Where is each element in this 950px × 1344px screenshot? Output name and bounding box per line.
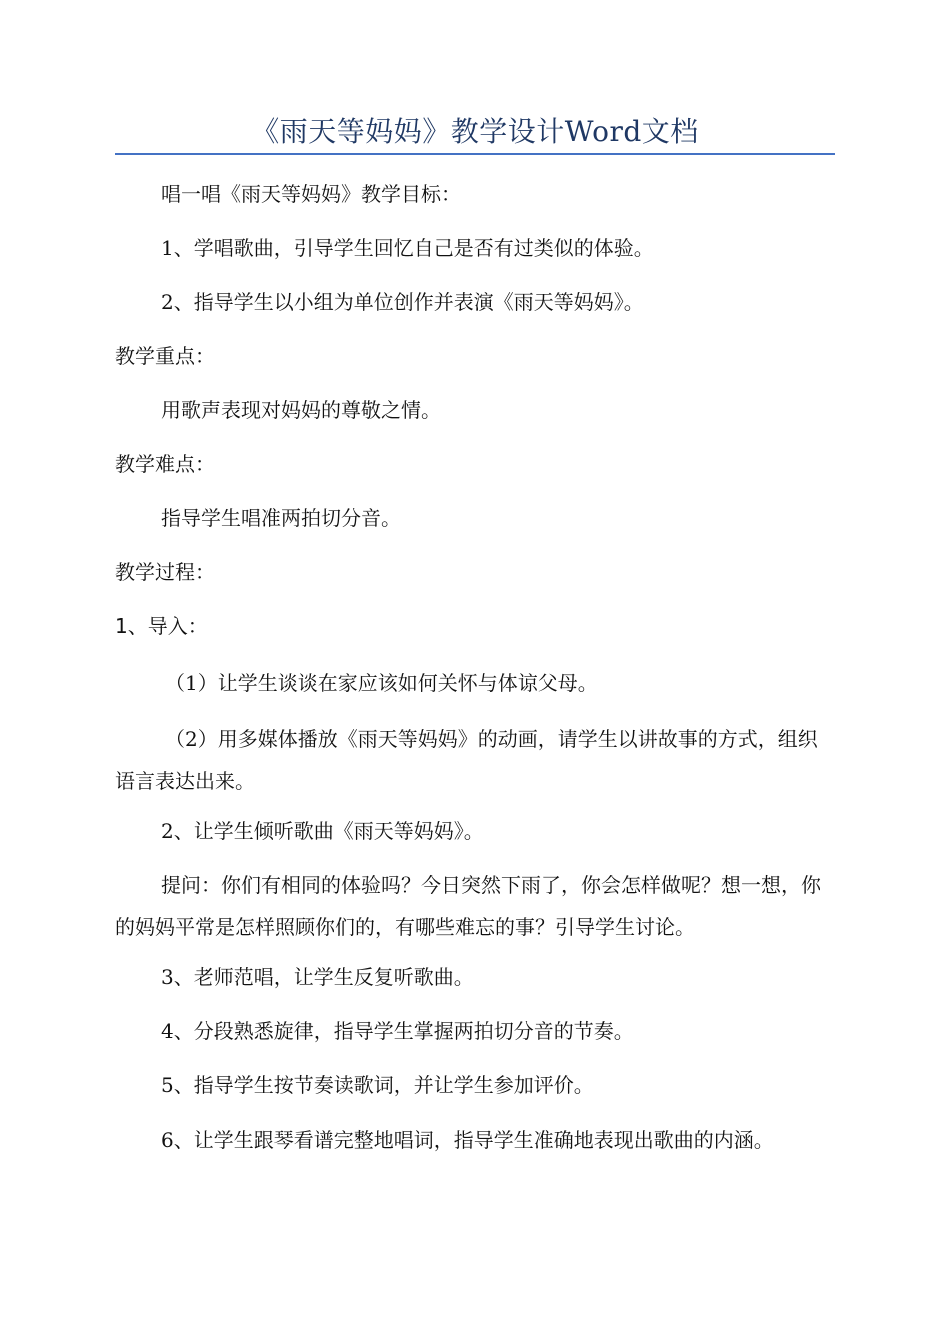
paragraph-step-1-intro: 1、导入：	[115, 614, 208, 638]
title-underline	[115, 153, 835, 155]
paragraph-step-5: 5、指导学生按节奏读歌词，并让学生参加评价。	[161, 1073, 594, 1097]
paragraph-question-text: 提问：你们有相同的体验吗？今日突然下雨了，你会怎样做呢？想一想，你的妈妈平常是怎样照顾你们的，有哪些难忘的事？引导学生讨论。	[115, 873, 821, 939]
paragraph-difficulty-heading: 教学难点：	[115, 452, 215, 476]
document-title: 《雨天等妈妈》教学设计Word文档	[251, 115, 699, 148]
paragraph-key-point-heading: 教学重点：	[115, 344, 215, 368]
paragraph-step-6	[115, 1119, 835, 1161]
paragraph-objectives-heading: 唱一唱《雨天等妈妈》教学目标：	[161, 182, 461, 206]
paragraph-step-6-text: 6、让学生跟琴看谱完整地唱词，指导学生准确地表现出歌曲的内涵。	[161, 1128, 774, 1152]
paragraph-objective-2: 2、指导学生以小组为单位创作并表演《雨天等妈妈》。	[161, 290, 644, 314]
paragraph-step-1-b	[115, 718, 835, 802]
paragraph-difficulty: 指导学生唱准两拍切分音。	[161, 506, 401, 530]
paragraph-step-3: 3、老师范唱，让学生反复听歌曲。	[161, 965, 474, 989]
paragraph-step-2: 2、让学生倾听歌曲《雨天等妈妈》。	[161, 819, 484, 843]
paragraph-step-1-b-text: （2）用多媒体播放《雨天等妈妈》的动画，请学生以讲故事的方式，组织语言表达出来。	[115, 727, 818, 793]
paragraph-question	[115, 864, 835, 948]
paragraph-step-4: 4、分段熟悉旋律，指导学生掌握两拍切分音的节奏。	[161, 1019, 634, 1043]
paragraph-objective-1: 1、学唱歌曲，引导学生回忆自己是否有过类似的体验。	[161, 236, 654, 260]
paragraph-key-point: 用歌声表现对妈妈的尊敬之情。	[161, 398, 441, 422]
paragraph-step-1-a: （1）让学生谈谈在家应该如何关怀与体谅父母。	[165, 671, 598, 695]
paragraph-process-heading: 教学过程：	[115, 560, 215, 584]
